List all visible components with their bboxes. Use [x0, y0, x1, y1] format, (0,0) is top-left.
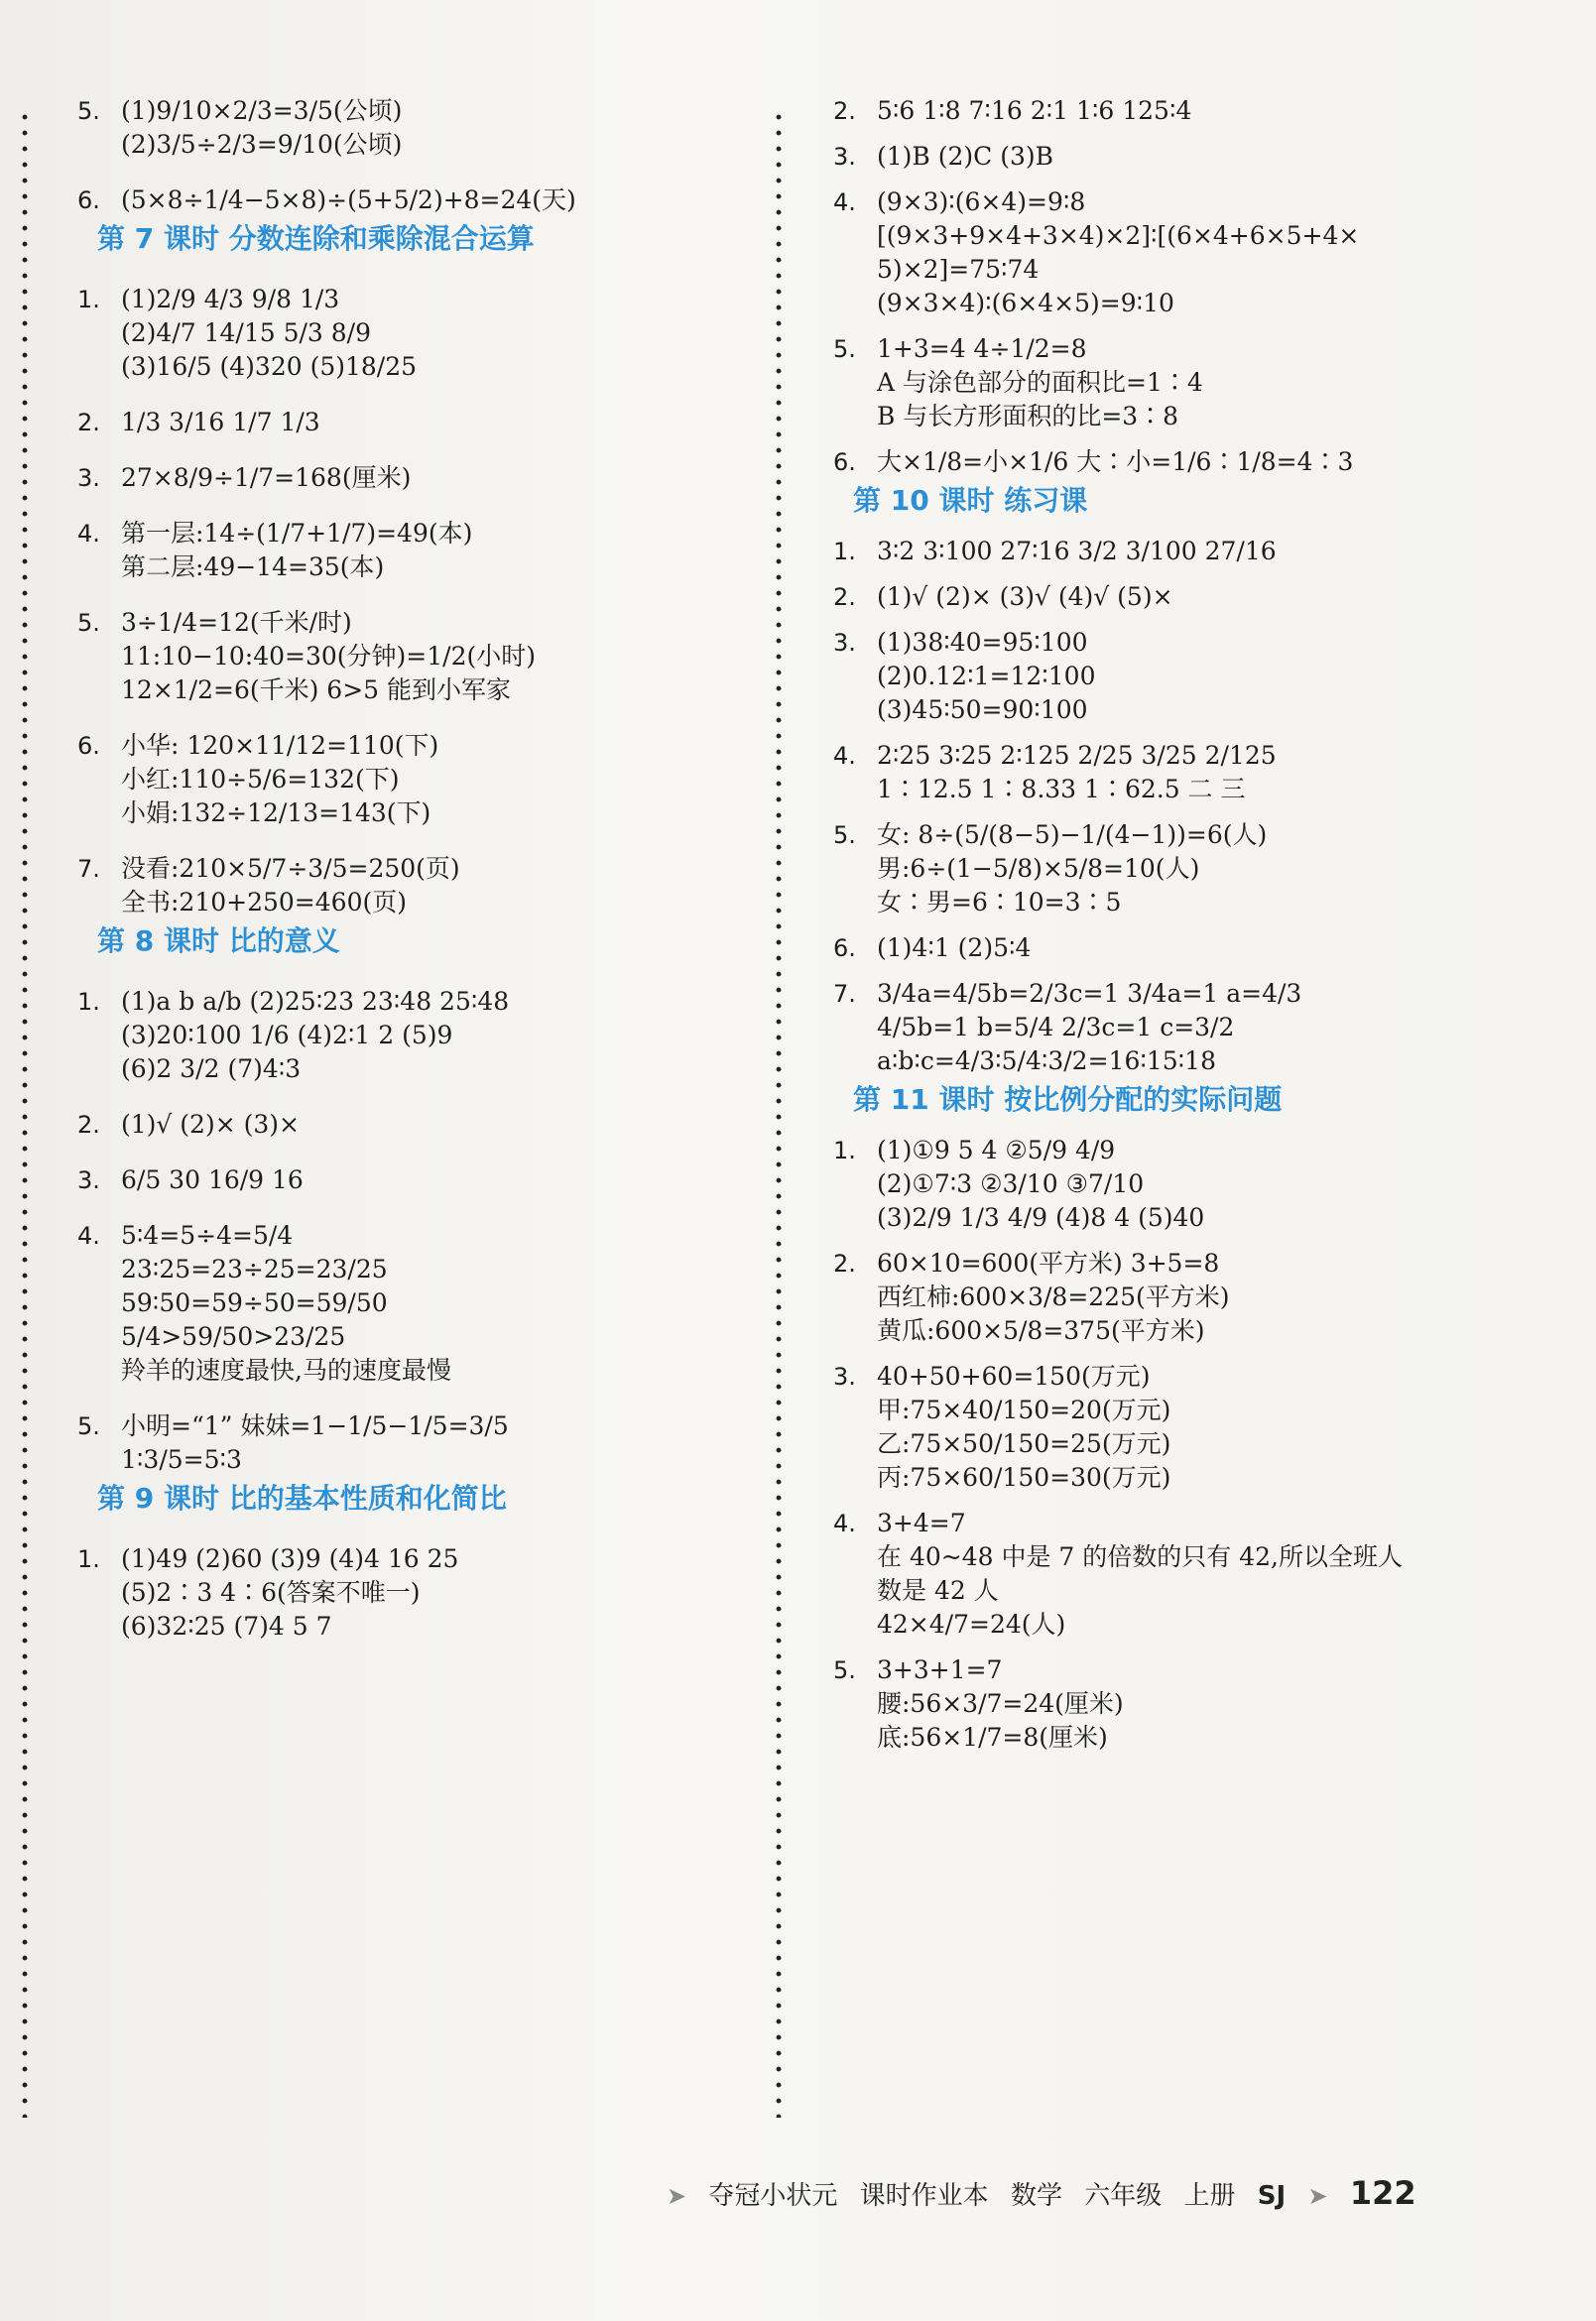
answer-text: (3)45∶50=90∶100: [877, 695, 1088, 724]
item-spacer: [77, 162, 762, 183]
answer-text: 1/3 3/16 1/7 1/3: [121, 408, 320, 436]
answer-text: (1)49 (2)60 (3)9 (4)4 16 25: [121, 1544, 459, 1573]
answer-item: [833, 580, 1528, 614]
answer-item: [833, 818, 1528, 852]
answer-text: [(9×3+9×4+3×4)×2]∶[(6×4+6×5+4×: [877, 221, 1360, 250]
item-spacer: [77, 1521, 762, 1542]
answer-text: (2)①7∶3 ②3/10 ③7/10: [877, 1169, 1145, 1198]
item-spacer: [833, 1122, 1528, 1134]
footer-volume: 上册: [1183, 2181, 1236, 2211]
footer-book: 课时作业本: [859, 2181, 989, 2211]
item-number: 2.: [77, 409, 100, 436]
footer-grade: 六年级: [1084, 2181, 1163, 2211]
answer-text: (1)4∶1 (2)5∶4: [877, 933, 1032, 962]
answer-text: 4/5b=1 b=5/4 2/3c=1 c=3/2: [877, 1013, 1235, 1041]
item-spacer: [833, 568, 1528, 580]
answer-item: [77, 517, 762, 550]
item-spacer: [833, 1495, 1528, 1507]
answer-line: [833, 1314, 1528, 1348]
center-binding-dots: [776, 109, 782, 2118]
answer-line: [833, 1721, 1528, 1755]
item-spacer: [833, 1642, 1528, 1653]
item-number: 1.: [833, 1137, 856, 1164]
footer-brand: 夺冠小状元: [708, 2181, 838, 2211]
answer-text: 女∶男=6∶10=3∶5: [877, 888, 1122, 916]
answer-line: [77, 1019, 762, 1052]
lesson-heading: 第 10 课时 练习课: [853, 484, 1088, 517]
answer-item: [77, 852, 762, 886]
item-number: 5.: [833, 335, 856, 363]
item-number: 4.: [833, 188, 856, 216]
answer-text: (1)①9 5 4 ②5/9 4/9: [877, 1136, 1116, 1164]
answer-line: [77, 1354, 762, 1388]
answer-line: [77, 316, 762, 350]
answer-text: (3)20∶100 1/6 (4)2∶1 2 (5)9: [121, 1021, 453, 1049]
answer-item: [77, 406, 762, 439]
answer-line: [833, 1574, 1528, 1608]
answer-text: 5∶4=5÷4=5/4: [121, 1221, 294, 1250]
answer-text: A 与涂色部分的面积比=1∶4: [877, 368, 1203, 397]
answer-text: (1)2/9 4/3 9/8 1/3: [121, 285, 340, 313]
answer-text: 羚羊的速度最快,马的速度最慢: [121, 1356, 451, 1385]
answer-text: (5)2∶3 4∶6(答案不唯一): [121, 1578, 421, 1607]
answer-line: [77, 1576, 762, 1610]
item-number: 3.: [833, 143, 856, 171]
answer-item: [833, 94, 1528, 128]
answer-text: 6/5 30 16/9 16: [121, 1165, 304, 1194]
answer-line: [77, 550, 762, 584]
answer-text: 小明=“1” 妹妹=1−1/5−1/5=3/5: [121, 1411, 509, 1440]
right-answer-column: [833, 94, 1528, 1755]
answer-item: [77, 1409, 762, 1443]
item-spacer: [77, 963, 762, 985]
answer-item: [833, 332, 1528, 366]
answer-item: [833, 739, 1528, 773]
item-spacer: [833, 965, 1528, 977]
answer-text: (1)9/10×2/3=3/5(公顷): [121, 96, 403, 125]
answer-text: 3+4=7: [877, 1509, 966, 1537]
answer-line: [833, 1540, 1528, 1574]
item-spacer: [833, 614, 1528, 626]
answer-text: 3/4a=4/5b=2/3c=1 3/4a=1 a=4/3: [877, 979, 1302, 1008]
answer-text: 甲:75×40/150=20(万元): [877, 1396, 1171, 1424]
item-spacer: [77, 584, 762, 606]
item-spacer: [77, 261, 762, 283]
answer-text: 小娟:132÷12/13=143(下): [121, 798, 431, 827]
answer-line: [833, 1281, 1528, 1314]
answer-text: 丙:75×60/150=30(万元): [877, 1463, 1171, 1492]
answer-text: 3÷1/4=12(千米/时): [121, 608, 352, 637]
item-number: 5.: [77, 97, 100, 125]
answer-text: 小华: 120×11/12=110(下): [121, 731, 439, 760]
answer-line: [833, 773, 1528, 806]
answer-line: [77, 1286, 762, 1320]
answer-text: 5)×2]=75∶74: [877, 255, 1040, 284]
page-footer: [667, 2174, 1460, 2218]
answer-line: [77, 1443, 762, 1477]
item-number: 5.: [77, 1412, 100, 1440]
answer-text: a∶b∶c=4/3∶5/4∶3/2=16∶15∶18: [877, 1046, 1216, 1075]
item-number: 4.: [833, 1510, 856, 1537]
answer-line: [833, 1461, 1528, 1495]
item-number: 3.: [833, 1363, 856, 1391]
answer-line: [77, 673, 762, 707]
answer-text: 23∶25=23÷25=23/25: [121, 1255, 388, 1283]
answer-text: (2)3/5÷2/3=9/10(公顷): [121, 130, 403, 159]
item-number: 2.: [833, 97, 856, 125]
answer-text: 底:56×1/7=8(厘米): [877, 1723, 1108, 1752]
item-spacer: [833, 523, 1528, 535]
item-number: 2.: [833, 583, 856, 611]
item-spacer: [833, 1348, 1528, 1360]
answer-item: [77, 729, 762, 763]
item-number: 7.: [77, 855, 100, 883]
answer-item: [77, 283, 762, 316]
answer-text: (1)√ (2)× (3)√ (4)√ (5)×: [877, 582, 1173, 611]
item-spacer: [833, 320, 1528, 332]
answer-text: 第一层:14÷(1/7+1/7)=49(本): [121, 519, 473, 548]
lesson-heading: 第 8 课时 比的意义: [97, 924, 340, 957]
answer-item: [833, 1134, 1528, 1167]
answer-item: [77, 461, 762, 495]
answer-line: [77, 640, 762, 673]
answer-line: [833, 400, 1528, 433]
answer-text: (9×3)∶(6×4)=9∶8: [877, 187, 1086, 216]
answer-line: [833, 1608, 1528, 1642]
answer-line: [833, 253, 1528, 287]
answer-line: [77, 350, 762, 384]
answer-item: [77, 183, 762, 217]
item-number: 5.: [833, 821, 856, 849]
answer-item: [77, 1542, 762, 1576]
item-spacer: [77, 384, 762, 406]
item-number: 4.: [77, 1222, 100, 1250]
item-number: 3.: [77, 464, 100, 492]
answer-text: (6)32∶25 (7)4 5 7: [121, 1612, 332, 1641]
answer-text: 在 40~48 中是 7 的倍数的只有 42,所以全班人: [877, 1542, 1403, 1571]
item-number: 3.: [833, 629, 856, 657]
item-number: 2.: [77, 1111, 100, 1139]
item-number: 6.: [77, 186, 100, 214]
item-number: 6.: [833, 448, 856, 476]
answer-text: (1)√ (2)× (3)×: [121, 1110, 300, 1139]
answer-text: 2∶25 3∶25 2∶125 2/25 3/25 2/125: [877, 741, 1277, 770]
item-spacer: [833, 1235, 1528, 1247]
answer-item: [77, 985, 762, 1019]
answer-item: [833, 1507, 1528, 1540]
answer-line: [77, 886, 762, 919]
answer-line: [77, 1253, 762, 1286]
answer-text: (6)2 3/2 (7)4∶3: [121, 1054, 302, 1083]
item-spacer: [77, 830, 762, 852]
answer-text: 3+3+1=7: [877, 1655, 1003, 1684]
answer-text: 1∶3/5=5∶3: [121, 1445, 242, 1474]
item-spacer: [77, 1142, 762, 1163]
answer-line: [833, 852, 1528, 886]
answer-item: [833, 535, 1528, 568]
page-number: 122: [1349, 2174, 1416, 2212]
answer-line: [833, 1011, 1528, 1044]
answer-text: 没看:210×5/7÷3/5=250(页): [121, 854, 460, 883]
answer-item: [833, 1247, 1528, 1281]
lesson-heading: 第 9 课时 比的基本性质和化简比: [97, 1482, 507, 1515]
footer-edition: SJ: [1257, 2181, 1287, 2211]
answer-line: [833, 219, 1528, 253]
answer-text: (1)B (2)C (3)B: [877, 142, 1054, 171]
item-spacer: [833, 128, 1528, 140]
answer-text: 59∶50=59÷50=59/50: [121, 1288, 388, 1317]
answer-text: 腰:56×3/7=24(厘米): [877, 1689, 1124, 1718]
answer-item: [77, 1219, 762, 1253]
item-number: 5.: [77, 609, 100, 637]
answer-text: 黄瓜:600×5/8=375(平方米): [877, 1316, 1205, 1345]
answer-text: 西红柿:600×3/8=225(平方米): [877, 1283, 1230, 1311]
answer-item: [833, 140, 1528, 174]
answer-text: 全书:210+250=460(页): [121, 888, 407, 916]
answer-line: [833, 1167, 1528, 1201]
item-number: 3.: [77, 1166, 100, 1194]
item-number: 4.: [833, 742, 856, 770]
answer-text: (1)38∶40=95∶100: [877, 628, 1088, 657]
answer-item: [833, 977, 1528, 1011]
answer-item: [833, 1360, 1528, 1394]
answer-line: [77, 1052, 762, 1086]
answer-text: 乙:75×50/150=25(万元): [877, 1429, 1171, 1458]
answer-text: B 与长方形面积的比=3∶8: [877, 402, 1179, 430]
item-spacer: [77, 707, 762, 729]
answer-text: 40+50+60=150(万元): [877, 1362, 1151, 1391]
answer-text: 5∶6 1∶8 7∶16 2∶1 1∶6 125∶4: [877, 96, 1192, 125]
answer-item: [833, 931, 1528, 965]
answer-line: [77, 763, 762, 796]
item-spacer: [77, 439, 762, 461]
answer-item: [833, 445, 1528, 479]
left-binding-dots: [22, 109, 28, 2118]
item-spacer: [77, 1197, 762, 1219]
answer-text: 60×10=600(平方米) 3+5=8: [877, 1249, 1220, 1278]
lesson-heading: 第 7 课时 分数连除和乘除混合运算: [97, 222, 535, 255]
answer-line: [833, 1394, 1528, 1427]
item-number: 4.: [77, 520, 100, 548]
answer-line: [833, 1687, 1528, 1721]
answer-item: [77, 1163, 762, 1197]
answer-line: [833, 1044, 1528, 1078]
answer-text: (2)0.12∶1=12∶100: [877, 662, 1096, 690]
item-number: 1.: [77, 286, 100, 313]
answer-line: [833, 1427, 1528, 1461]
answer-text: (9×3×4)∶(6×4×5)=9∶10: [877, 289, 1174, 317]
item-number: 6.: [77, 732, 100, 760]
answer-line: [77, 796, 762, 830]
answer-text: 27×8/9÷1/7=168(厘米): [121, 463, 412, 492]
footer-subject: 数学: [1010, 2181, 1062, 2211]
answer-line: [833, 886, 1528, 919]
answer-line: [77, 1320, 762, 1354]
item-spacer: [833, 806, 1528, 818]
item-number: 6.: [833, 934, 856, 962]
answer-text: 女: 8÷(5/(8−5)−1/(4−1))=6(人): [877, 820, 1268, 849]
answer-line: [77, 1610, 762, 1644]
answer-text: (1)a b a/b (2)25∶23 23∶48 25∶48: [121, 987, 510, 1016]
answer-text: 5/4>59/50>23/25: [121, 1322, 346, 1351]
answer-text: 小红:110÷5/6=132(下): [121, 765, 400, 794]
answer-text: 12×1/2=6(千米) 6>5 能到小军家: [121, 675, 512, 704]
item-spacer: [77, 1388, 762, 1409]
answer-text: 42×4/7=24(人): [877, 1610, 1066, 1639]
answer-line: [77, 128, 762, 162]
answer-line: [833, 660, 1528, 693]
answer-text: 数是 42 人: [877, 1576, 999, 1605]
answer-item: [77, 1108, 762, 1142]
answer-text: 1∶12.5 1∶8.33 1∶62.5 二 三: [877, 775, 1246, 803]
answer-line: [833, 366, 1528, 400]
item-number: 2.: [833, 1250, 856, 1278]
item-spacer: [77, 495, 762, 517]
answer-item: [833, 626, 1528, 660]
answer-text: 第二层:49−14=35(本): [121, 552, 385, 581]
item-number: 5.: [833, 1656, 856, 1684]
item-number: 1.: [77, 1545, 100, 1573]
answer-text: (5×8÷1/4−5×8)÷(5+5/2)+8=24(天): [121, 185, 576, 214]
item-number: 1.: [77, 988, 100, 1016]
answer-item: [77, 94, 762, 128]
lesson-heading: 第 11 课时 按比例分配的实际问题: [853, 1083, 1283, 1116]
answer-item: [833, 1653, 1528, 1687]
answer-text: (3)2/9 1/3 4/9 (4)8 4 (5)40: [877, 1203, 1205, 1232]
answer-text: 男:6÷(1−5/8)×5/8=10(人): [877, 854, 1200, 883]
answer-line: [833, 1201, 1528, 1235]
answer-line: [833, 693, 1528, 727]
answer-item: [77, 606, 762, 640]
answer-text: 1+3=4 4÷1/2=8: [877, 334, 1087, 363]
item-spacer: [833, 919, 1528, 931]
item-spacer: [833, 174, 1528, 185]
answer-text: 11:10−10:40=30(分钟)=1/2(小时): [121, 642, 536, 671]
item-spacer: [77, 1086, 762, 1108]
item-spacer: [833, 727, 1528, 739]
answer-text: 大×1/8=小×1/6 大∶小=1/6∶1/8=4∶3: [877, 447, 1354, 476]
footer-arrow-icon: ➤: [667, 2182, 687, 2210]
item-number: 7.: [833, 980, 856, 1008]
answer-item: [833, 185, 1528, 219]
footer-arrow-icon: ➤: [1307, 2182, 1328, 2210]
item-spacer: [833, 433, 1528, 445]
answer-line: [833, 287, 1528, 320]
left-answer-column: [77, 94, 762, 1644]
answer-text: 3∶2 3∶100 27∶16 3/2 3/100 27/16: [877, 537, 1277, 565]
item-number: 1.: [833, 538, 856, 565]
answer-text: (2)4/7 14/15 5/3 8/9: [121, 318, 372, 347]
answer-text: (3)16/5 (4)320 (5)18/25: [121, 352, 418, 381]
